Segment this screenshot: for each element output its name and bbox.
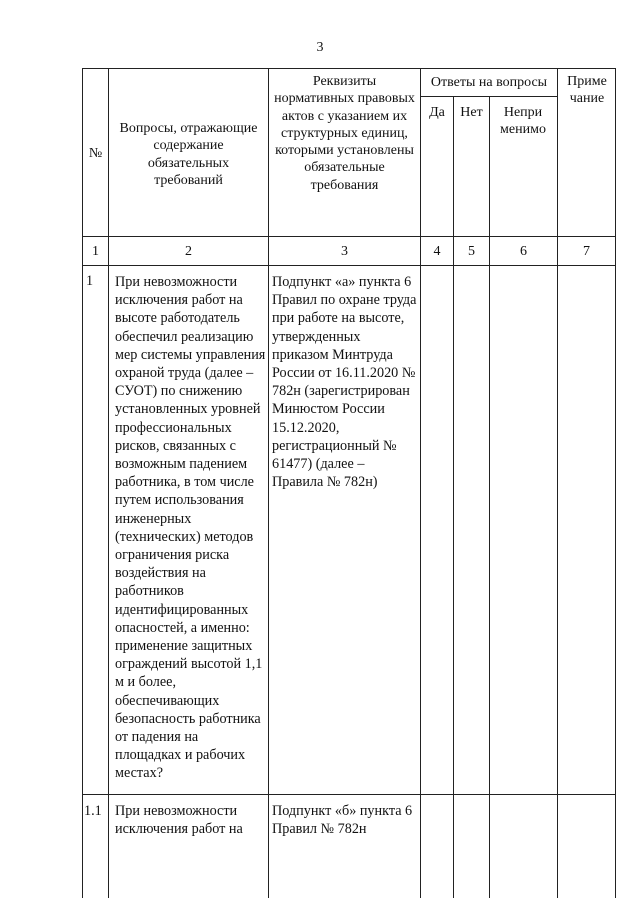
column-number-2: 2 xyxy=(185,244,192,259)
row-1-1-requisite: Подпункт «б» пункта 6 Правил № 782н xyxy=(272,803,413,838)
header-answer-yes: Да xyxy=(429,105,445,120)
row-divider xyxy=(82,794,616,795)
page-number: 3 xyxy=(316,40,324,55)
col-divider-5 xyxy=(489,96,490,898)
row-1-num: 1 xyxy=(86,273,94,289)
column-number-6: 6 xyxy=(520,244,527,259)
column-number-4: 4 xyxy=(433,244,441,259)
col-divider-4 xyxy=(453,96,454,898)
row-1-question: При невозможности исключения работ на высоте работодатель обеспечил реализацию мер системы управления охраной труда (далее – СУОТ) по снижению установленных уровней профессиональных рисков, связанных с возможным падением работника, в том числе путем использования инженерных (технических) методов ограничения риска воздействия на работников идентифицированных опасностей, а именно: применение защитных ограждений высотой 1,1 м и более, обеспечивающих безопасность работника от падения на площадках и рабочих местах? xyxy=(115,274,266,782)
column-numbers-bottom-border xyxy=(82,265,616,266)
col-divider-1 xyxy=(108,68,109,898)
column-number-7: 7 xyxy=(583,244,590,259)
table-border-top xyxy=(82,68,616,69)
header-questions: Вопросы, отражающие содержание обязательных требований xyxy=(119,121,258,188)
column-number-1: 1 xyxy=(92,244,99,259)
header-bottom-border xyxy=(82,236,616,237)
header-answer-no: Нет xyxy=(460,105,483,120)
table-border-right xyxy=(615,68,616,898)
header-num: № xyxy=(88,146,103,161)
row-1-1-num: 1.1 xyxy=(84,803,102,819)
header-answers-group: Ответы на вопросы xyxy=(430,75,548,90)
header-requisites: Реквизиты нормативных правовых актов с указанием их структурных единиц, которыми установлены обязательные требования xyxy=(274,74,415,193)
column-number-5: 5 xyxy=(468,244,475,259)
header-note: Приме чание xyxy=(567,74,607,107)
header-answer-na: Непри менимо xyxy=(500,105,546,138)
col-divider-2 xyxy=(268,68,269,898)
column-number-3: 3 xyxy=(341,244,348,259)
table-border-left xyxy=(82,68,83,898)
col-divider-6 xyxy=(557,68,558,898)
row-1-1-question: При невозможности исключения работ на xyxy=(115,803,243,838)
row-1-requisite: Подпункт «а» пункта 6 Правил по охране труда при работе на высоте, утвержденных приказом Минтруда России от 16.11.2020 № 782н (зарегистрирован Минюстом России 15.12.2020, регистрационный № 61477) (далее – Правила № 782н) xyxy=(272,274,417,491)
col-divider-3 xyxy=(420,68,421,898)
